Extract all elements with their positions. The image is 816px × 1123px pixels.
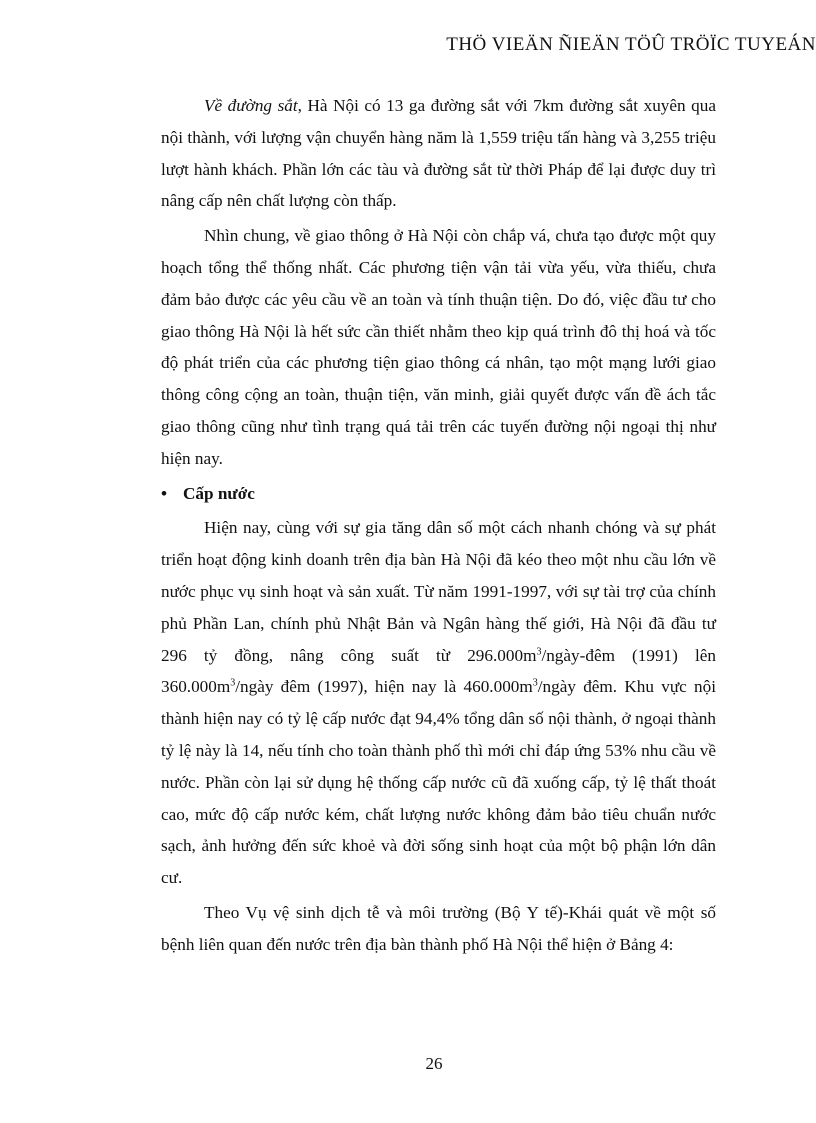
paragraph-health-ministry: Theo Vụ vệ sinh dịch tễ và môi trường (Bộ Y tế)-Khái quát về một số bệnh liên quan đến nước trên địa bàn thành phố Hà Nội thể hiện ở Bảng 4: [161, 902, 716, 954]
paragraph-water-supply [161, 512, 716, 894]
paragraph-railway [161, 90, 716, 217]
section-heading-label: Cấp nước [183, 483, 255, 503]
running-header: THÖ VIEÄN ÑIEÄN TÖÛ TRÖÏC TUYEÁN [446, 34, 816, 55]
railway-italic-lead: Về đường sắt [204, 96, 298, 115]
superscript-3: 3 [532, 677, 538, 689]
page-number: 26 [425, 1054, 443, 1073]
paragraph-transport-summary: Nhìn chung, về giao thông ở Hà Nội còn chắp vá, chưa tạo được một quy hoạch tổng thể thống nhất. Các phương tiện vận tải vừa yếu, vừa thiếu, chưa đảm bảo được các yêu cầu về an toàn và tính thuận tiện. Do đó, việc đầu tư cho giao thông Hà Nội là hết sức cần thiết nhằm theo kịp quá trình đô thị hoá và tốc độ phát triển của các phương tiện giao thông cá nhân, tạo một mạng lưới giao thông công cộng an toàn, thuận tiện, văn minh, giải quyết được vấn đề ách tắc giao thông cũng như tình trạng quá tải trên các tuyến đường nội ngoại thị như hiện nay. [161, 226, 716, 468]
railway-text: , Hà Nội có 13 ga đường sắt với 7km đường sắt xuyên qua nội thành, với lượng vận chuyển hàng năm là 1,559 triệu tấn hàng và 3,255 triệu lượt hành khách. Phần lớn các tàu và đường sắt từ thời Pháp để lại được duy trì nâng cấp nên chất lượng còn thấp. [161, 96, 716, 211]
bullet-icon: • [161, 483, 168, 503]
water-text-4: /ngày đêm. Khu vực nội thành hiện nay có tỷ lệ cấp nước đạt 94,4% tổng dân số nội thành, ở ngoại thành tỷ lệ này là 14, nếu tính cho toàn thành phố thì mới chỉ đáp ứng 53% nhu cầu về nước. Phần còn lại sử dụng hệ thống cấp nước cũ đã xuống cấp, tỷ lệ thất thoát cao, mức độ cấp nước kém, chất lượng nước không đảm bảo tiêu chuẩn nước sạch, ảnh hưởng đến sức khoẻ và đời sống sinh hoạt của một bộ phận lớn dân cư. [161, 677, 716, 888]
superscript-2: 3 [230, 677, 236, 689]
document-body [161, 90, 716, 964]
water-text-2: /ngày-đêm (1991) lên 360.000m [161, 645, 716, 697]
water-text-3: /ngày đêm (1997), hiện nay là 460.000m [235, 677, 533, 697]
superscript-1: 3 [536, 645, 542, 657]
water-text-1: Hiện nay, cùng với sự gia tăng dân số một cách nhanh chóng và sự phát triển hoạt động kinh doanh trên địa bàn Hà Nội đã kéo theo một nhu cầu lớn về nước phục vụ sinh hoạt và sản xuất. Từ năm 1991-1997, với sự tài trợ của chính phủ Phần Lan, chính phủ Nhật Bản và Ngân hàng thế giới, Hà Nội đã đầu tư 296 tỷ đồng, nâng công suất từ 296.000m [161, 518, 716, 665]
section-heading-water-supply [161, 478, 716, 510]
